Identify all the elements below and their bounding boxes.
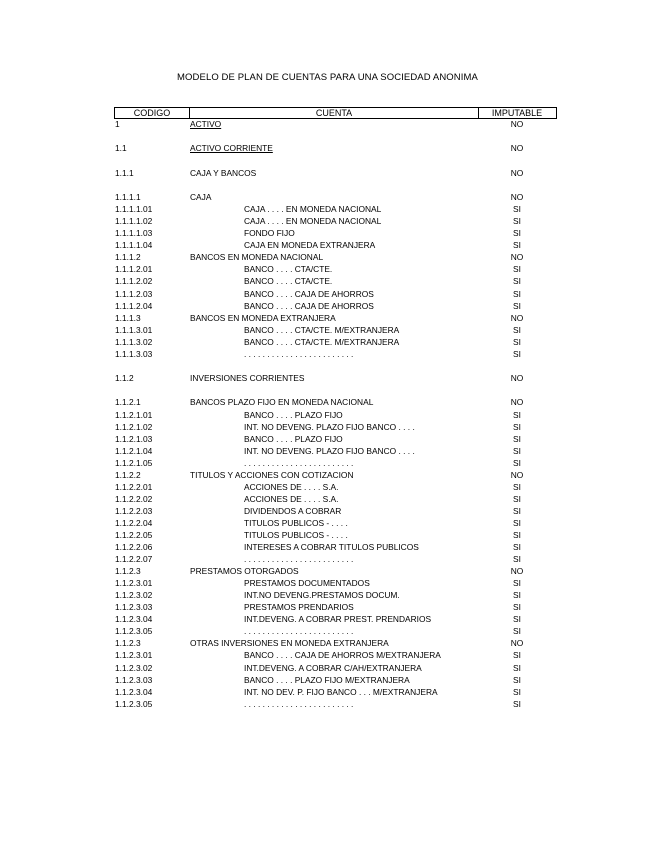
table-row [0, 578, 655, 589]
table-row [0, 687, 655, 698]
account-code: 1.1.2.1.05 [115, 457, 153, 468]
account-code: 1.1.2.1.03 [115, 433, 153, 444]
account-code: 1.1.1.3 [115, 312, 141, 323]
table-row [0, 494, 655, 505]
header-codigo: CODIGO [133, 108, 171, 118]
account-code: 1.1.2 [115, 373, 134, 384]
table-row [0, 289, 655, 300]
account-imputable: SI [513, 276, 521, 287]
account-imputable: SI [513, 554, 521, 565]
account-name: BANCO . . . . CTA/CTE. [244, 264, 333, 275]
account-imputable: SI [513, 240, 521, 251]
account-imputable: NO [510, 119, 524, 129]
table-row [0, 228, 655, 239]
table-row [0, 168, 655, 179]
table-row [0, 458, 655, 469]
account-imputable: SI [513, 216, 521, 227]
account-imputable: SI [513, 517, 521, 528]
account-name: TITULOS Y ACCIONES CON COTIZACION [190, 469, 354, 480]
table-row [0, 422, 655, 433]
account-code: 1.1.1.1.03 [115, 228, 153, 239]
account-imputable: SI [513, 204, 521, 215]
account-imputable: SI [513, 409, 521, 420]
account-code: 1.1.2.3.01 [115, 650, 153, 661]
account-code: 1.1.2.3 [115, 638, 141, 649]
account-code: 1.1.2.3.03 [115, 602, 153, 613]
account-name: . . . . . . . . . . . . . . . . . . . . . . . . [244, 626, 354, 637]
account-imputable: NO [510, 469, 524, 480]
account-imputable: SI [513, 686, 521, 697]
table-row [0, 590, 655, 601]
table-row [0, 216, 655, 227]
account-code: 1.1.2.2.04 [115, 517, 153, 528]
account-code: 1.1.2.1.01 [115, 409, 153, 420]
account-name: BANCO . . . . CAJA DE AHORROS M/EXTRANJERA [244, 650, 441, 661]
account-name: DIVIDENDOS A COBRAR [244, 505, 342, 516]
account-imputable: SI [513, 228, 521, 239]
account-name: BANCOS PLAZO FIJO EN MONEDA NACIONAL [190, 397, 374, 408]
account-imputable: SI [513, 590, 521, 601]
account-imputable: SI [513, 626, 521, 637]
account-name: CAJA Y BANCOS [190, 167, 257, 178]
account-name: TITULOS PUBLICOS - . . . . [244, 530, 348, 540]
account-code: 1.1.2.1.02 [115, 421, 153, 432]
account-code: 1.1.2.2.03 [115, 505, 153, 516]
account-code: 1.1.2.3.02 [115, 662, 153, 673]
account-name: BANCOS EN MONEDA EXTRANJERA [190, 312, 336, 323]
account-name: PRESTAMOS PRENDARIOS [244, 602, 354, 613]
account-name: PRESTAMOS OTORGADOS [190, 566, 299, 577]
account-name: INT. NO DEV. P. FIJO BANCO . . . M/EXTRANJERA [244, 686, 438, 697]
account-imputable: SI [513, 433, 521, 444]
account-code: 1.1.2.2.02 [115, 493, 153, 504]
table-row [0, 204, 655, 215]
table-row [0, 566, 655, 577]
table-row [0, 301, 655, 312]
table-row [0, 614, 655, 625]
account-imputable: SI [513, 288, 521, 299]
account-imputable: SI [513, 264, 521, 275]
account-imputable: SI [513, 662, 521, 673]
account-name: PRESTAMOS DOCUMENTADOS [244, 578, 370, 589]
account-imputable: SI [513, 457, 521, 468]
account-name: ACCIONES DE . . . . S.A. [244, 481, 339, 492]
account-name: . . . . . . . . . . . . . . . . . . . . . . . . [244, 457, 354, 468]
account-code: 1.1.1.3.03 [115, 348, 153, 359]
table-row [0, 192, 655, 203]
table-row [0, 675, 655, 686]
table-row [0, 506, 655, 517]
account-code: 1.1.2.3.02 [115, 590, 153, 601]
account-imputable: SI [513, 542, 521, 552]
account-name: ACTIVO CORRIENTE [190, 143, 273, 154]
table-row [0, 276, 655, 287]
account-imputable: SI [513, 493, 521, 504]
account-name: INT.NO DEVENG.PRESTAMOS DOCUM. [244, 590, 400, 601]
table-row [0, 650, 655, 661]
account-imputable: SI [513, 348, 521, 359]
table-row [0, 143, 655, 154]
account-name: TITULOS PUBLICOS - . . . . [244, 517, 348, 528]
account-code: 1.1.2.2.01 [115, 481, 153, 492]
document-title: MODELO DE PLAN DE CUENTAS PARA UNA SOCIEDAD ANONIMA [177, 72, 478, 83]
table-row [0, 638, 655, 649]
account-imputable: NO [510, 167, 524, 178]
table-row [0, 337, 655, 348]
account-code: 1.1.2.3.05 [115, 698, 153, 709]
account-code: 1.1.1.3.01 [115, 324, 153, 335]
table-row [0, 518, 655, 529]
account-name: OTRAS INVERSIONES EN MONEDA EXTRANJERA [190, 638, 389, 649]
account-code: 1.1.2.3 [115, 566, 141, 577]
table-row [0, 482, 655, 493]
account-imputable: SI [513, 578, 521, 589]
account-name: . . . . . . . . . . . . . . . . . . . . . . . . [244, 348, 354, 359]
account-name: BANCOS EN MONEDA NACIONAL [190, 252, 324, 263]
account-code: 1.1.2.2.07 [115, 554, 153, 565]
account-code: 1.1.1 [115, 167, 134, 178]
account-code: 1.1.2.2.06 [115, 542, 153, 552]
account-code: 1.1.2.2.05 [115, 530, 153, 540]
account-name: INT. NO DEVENG. PLAZO FIJO BANCO . . . . [244, 445, 415, 456]
table-row [0, 602, 655, 613]
account-code: 1.1 [115, 143, 127, 154]
account-imputable: SI [513, 505, 521, 516]
table-row [0, 626, 655, 637]
table-row [0, 349, 655, 360]
account-imputable: SI [513, 421, 521, 432]
table-row [0, 325, 655, 336]
account-name: BANCO . . . . PLAZO FIJO M/EXTRANJERA [244, 674, 410, 685]
account-name: ACCIONES DE . . . . S.A. [244, 493, 339, 504]
table-row [0, 252, 655, 263]
account-imputable: SI [513, 481, 521, 492]
account-name: CAJA . . . . EN MONEDA NACIONAL [244, 204, 382, 215]
account-imputable: NO [510, 192, 524, 203]
account-name: BANCO . . . . CTA/CTE. M/EXTRANJERA [244, 336, 400, 347]
account-name: . . . . . . . . . . . . . . . . . . . . . . . . [244, 698, 354, 709]
account-imputable: SI [513, 674, 521, 685]
account-imputable: NO [510, 397, 524, 408]
account-name: INTERESES A COBRAR TITULOS PUBLICOS [244, 542, 419, 552]
account-imputable: NO [510, 373, 524, 384]
account-code: 1.1.2.3.04 [115, 686, 153, 697]
account-name: INT. NO DEVENG. PLAZO FIJO BANCO . . . . [244, 421, 415, 432]
account-code: 1.1.1.3.02 [115, 336, 153, 347]
account-name: FONDO FIJO [244, 228, 295, 239]
account-name: CAJA EN MONEDA EXTRANJERA [244, 240, 376, 251]
account-code: 1.1.1.1.01 [115, 204, 153, 215]
account-name: CAJA . . . . EN MONEDA NACIONAL [244, 216, 382, 227]
table-row [0, 373, 655, 384]
account-name: CAJA [190, 192, 212, 203]
account-imputable: SI [513, 336, 521, 347]
table-row [0, 410, 655, 421]
account-code: 1.1.2.2 [115, 469, 141, 480]
account-code: 1.1.1.2.01 [115, 264, 153, 275]
account-imputable: SI [513, 614, 521, 625]
account-code: 1.1.2.3.01 [115, 578, 153, 589]
account-code: 1.1.2.1 [115, 397, 141, 408]
account-imputable: NO [510, 252, 524, 263]
account-name: BANCO . . . . CAJA DE AHORROS [244, 300, 374, 311]
table-row [0, 663, 655, 674]
table-row [0, 554, 655, 565]
account-imputable: SI [513, 324, 521, 335]
account-imputable: SI [513, 445, 521, 456]
account-name: BANCO . . . . PLAZO FIJO [244, 409, 343, 420]
account-imputable: NO [510, 312, 524, 323]
account-code: 1.1.1.2 [115, 252, 141, 263]
account-name: BANCO . . . . CAJA DE AHORROS [244, 288, 374, 299]
table-row [0, 530, 655, 541]
account-name: ACTIVO [190, 119, 222, 129]
account-code: 1.1.2.1.04 [115, 445, 153, 456]
account-name: BANCO . . . . PLAZO FIJO [244, 433, 343, 444]
account-code: 1.1.1.1.02 [115, 216, 153, 227]
table-row [0, 240, 655, 251]
account-imputable: SI [513, 698, 521, 709]
account-imputable: SI [513, 300, 521, 311]
account-imputable: NO [510, 143, 524, 154]
account-name: . . . . . . . . . . . . . . . . . . . . . . . . [244, 554, 354, 565]
account-code: 1.1.1.2.03 [115, 288, 153, 299]
account-name: BANCO . . . . CTA/CTE. M/EXTRANJERA [244, 324, 400, 335]
account-name: INT.DEVENG. A COBRAR PREST. PRENDARIOS [244, 614, 432, 625]
account-code: 1.1.2.3.05 [115, 626, 153, 637]
account-code: 1.1.1.2.02 [115, 276, 153, 287]
header-cuenta: CUENTA [189, 108, 479, 118]
table-row [0, 313, 655, 324]
account-imputable: SI [513, 650, 521, 661]
table-row [0, 446, 655, 457]
account-code: 1.1.1.1.04 [115, 240, 153, 251]
account-code: 1.1.2.3.04 [115, 614, 153, 625]
table-row [0, 119, 655, 130]
account-imputable: NO [510, 638, 524, 649]
table-row [0, 434, 655, 445]
table-row [0, 699, 655, 710]
account-code: 1 [115, 119, 120, 129]
account-code: 1.1.1.1 [115, 192, 141, 203]
table-row [0, 542, 655, 553]
account-imputable: SI [513, 602, 521, 613]
account-name: BANCO . . . . CTA/CTE. [244, 276, 333, 287]
account-name: INT.DEVENG. A COBRAR C/AH/EXTRANJERA [244, 662, 422, 673]
account-imputable: SI [513, 530, 521, 540]
account-code: 1.1.2.3.03 [115, 674, 153, 685]
account-name: INVERSIONES CORRIENTES [190, 373, 305, 384]
table-row [0, 264, 655, 275]
account-imputable: NO [510, 566, 524, 577]
header-imputable: IMPUTABLE [491, 108, 543, 118]
table-row [0, 470, 655, 481]
account-code: 1.1.1.2.04 [115, 300, 153, 311]
table-row [0, 397, 655, 408]
